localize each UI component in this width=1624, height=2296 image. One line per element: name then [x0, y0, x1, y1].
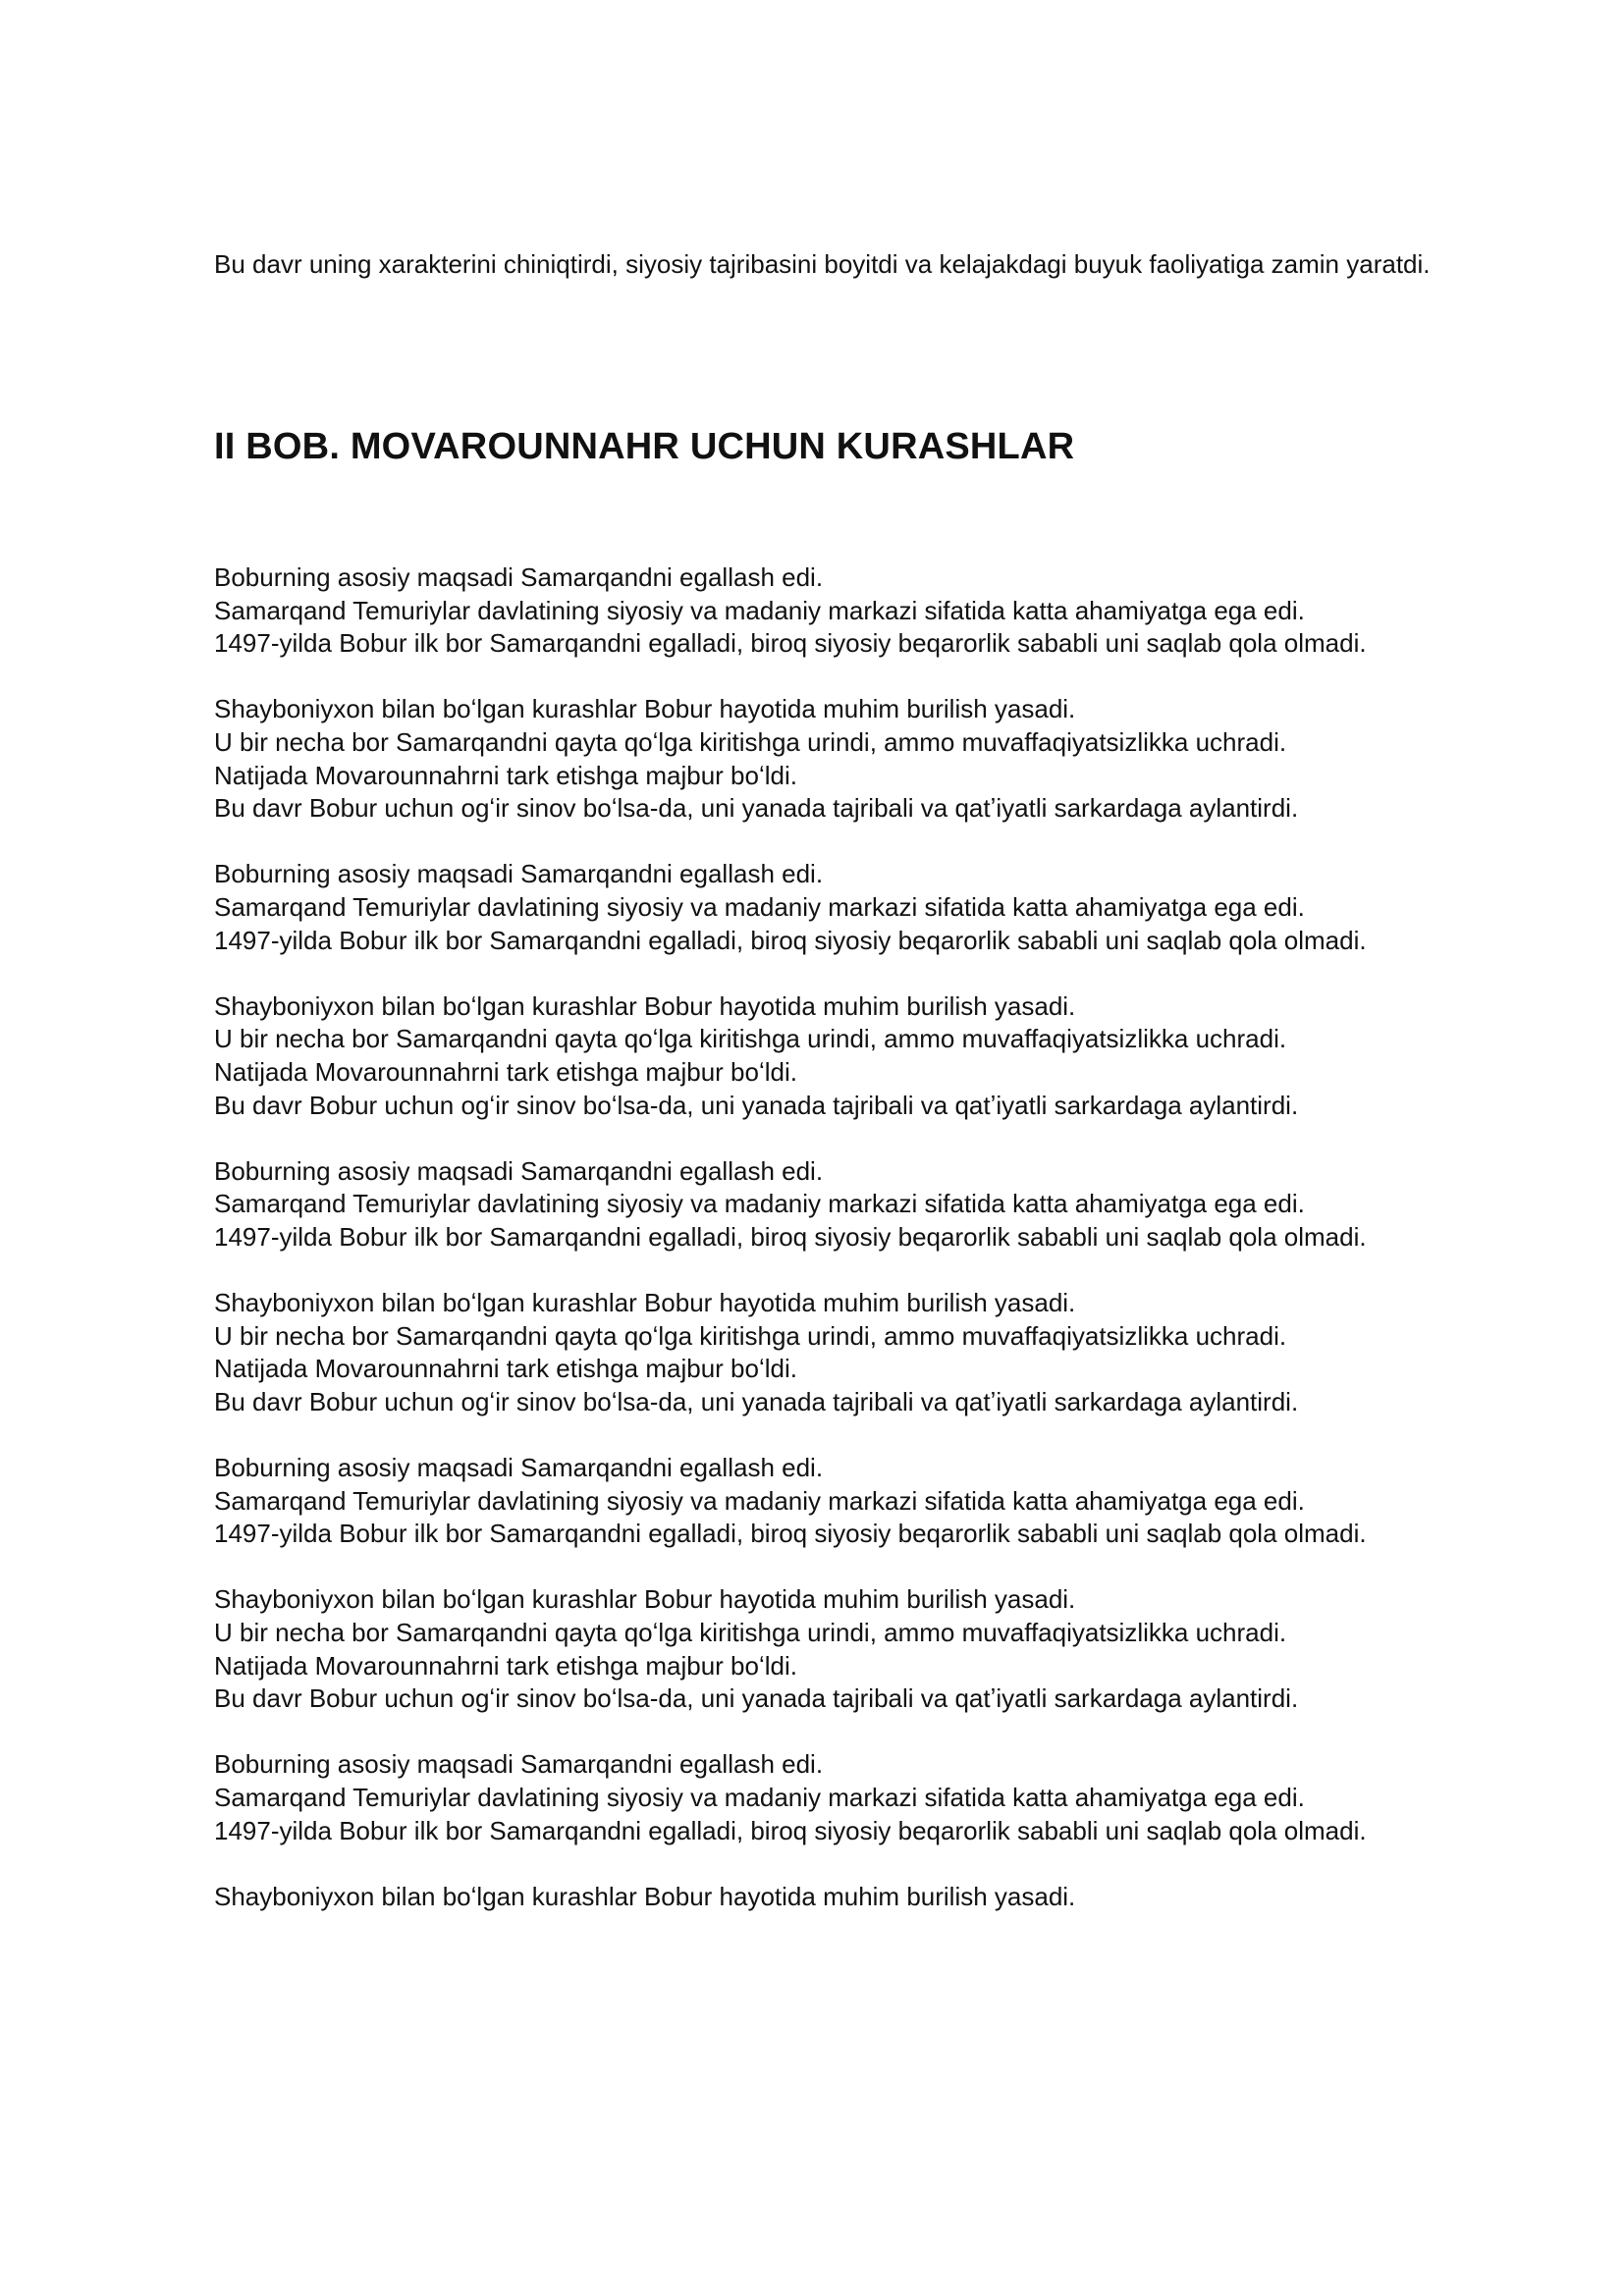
body-paragraph: [214, 561, 1451, 661]
paragraph-line: U bir necha bor Samarqandni qayta qoʻlga kiritishga urindi, ammo muvaffaqiyatsizlikka uchradi.: [214, 1024, 1287, 1054]
chapter-heading: II BOB. MOVAROUNNAHR UCHUN KURASHLAR: [214, 426, 1075, 467]
body-paragraph: [214, 1287, 1451, 1418]
paragraph-line: 1497-yilda Bobur ilk bor Samarqandni egalladi, biroq siyosiy beqarorlik sababli uni saqlab qola olmadi.: [214, 1815, 1367, 1845]
paragraph-line: Shayboniyxon bilan boʻlgan kurashlar Bobur hayotida muhim burilish yasadi.: [214, 1584, 1076, 1615]
paragraph-line: Boburning asosiy maqsadi Samarqandni egallash edi.: [214, 1749, 824, 1780]
paragraph-line: U bir necha bor Samarqandni qayta qoʻlga kiritishga urindi, ammo muvaffaqiyatsizlikka uchradi.: [214, 726, 1287, 757]
paragraph-line: Shayboniyxon bilan boʻlgan kurashlar Bobur hayotida muhim burilish yasadi.: [214, 990, 1076, 1021]
intro-paragraph: Bu davr uning xarakterini chiniqtirdi, siyosiy tajribasini boyitdi va kelajakdagi buyuk faoliyatiga zamin yaratdi.: [214, 249, 1431, 279]
paragraph-line: Samarqand Temuriylar davlatining siyosiy va madaniy markazi sifatida katta ahamiyatga ega edi.: [214, 1189, 1305, 1219]
paragraph-line: Bu davr Bobur uchun ogʻir sinov boʻlsa-da, uni yanada tajribali va qatʼiyatli sarkardaga aylantirdi.: [214, 793, 1299, 824]
body-paragraph: [214, 858, 1451, 957]
body-paragraph: [214, 1452, 1451, 1551]
paragraph-line: 1497-yilda Bobur ilk bor Samarqandni egalladi, biroq siyosiy beqarorlik sababli uni saqlab qola olmadi.: [214, 925, 1367, 955]
paragraph-line: 1497-yilda Bobur ilk bor Samarqandni egalladi, biroq siyosiy beqarorlik sababli uni saqlab qola olmadi.: [214, 628, 1367, 659]
paragraph-line: Boburning asosiy maqsadi Samarqandni egallash edi.: [214, 859, 824, 889]
paragraph-line: 1497-yilda Bobur ilk bor Samarqandni egalladi, biroq siyosiy beqarorlik sababli uni saqlab qola olmadi.: [214, 1519, 1367, 1549]
paragraph-line: Samarqand Temuriylar davlatining siyosiy va madaniy markazi sifatida katta ahamiyatga ega edi.: [214, 891, 1305, 922]
paragraph-line: Boburning asosiy maqsadi Samarqandni egallash edi.: [214, 1155, 824, 1186]
paragraph-line: U bir necha bor Samarqandni qayta qoʻlga kiritishga urindi, ammo muvaffaqiyatsizlikka uchradi.: [214, 1618, 1287, 1647]
body-paragraph: [214, 990, 1451, 1122]
paragraph-line: Natijada Movarounnahrni tark etishga majbur boʻldi.: [214, 760, 797, 790]
paragraph-line: Natijada Movarounnahrni tark etishga majbur boʻldi.: [214, 1354, 797, 1384]
paragraph-line: U bir necha bor Samarqandni qayta qoʻlga kiritishga urindi, ammo muvaffaqiyatsizlikka uchradi.: [214, 1320, 1287, 1351]
chapter-body: [214, 561, 1451, 1947]
body-paragraph: [214, 1748, 1451, 1847]
paragraph-line: Bu davr Bobur uchun ogʻir sinov boʻlsa-da, uni yanada tajribali va qatʼiyatli sarkardaga aylantirdi.: [214, 1683, 1299, 1714]
paragraph-line: Shayboniyxon bilan boʻlgan kurashlar Bobur hayotida muhim burilish yasadi.: [214, 1881, 1076, 1911]
paragraph-line: Shayboniyxon bilan boʻlgan kurashlar Bobur hayotida muhim burilish yasadi.: [214, 694, 1076, 724]
paragraph-line: Samarqand Temuriylar davlatining siyosiy va madaniy markazi sifatida katta ahamiyatga ega edi.: [214, 1485, 1305, 1516]
body-paragraph: [214, 1155, 1451, 1255]
paragraph-line: Natijada Movarounnahrni tark etishga majbur boʻldi.: [214, 1056, 797, 1087]
paragraph-line: 1497-yilda Bobur ilk bor Samarqandni egalladi, biroq siyosiy beqarorlik sababli uni saqlab qola olmadi.: [214, 1221, 1367, 1252]
paragraph-line: Samarqand Temuriylar davlatining siyosiy va madaniy markazi sifatida katta ahamiyatga ega edi.: [214, 1782, 1305, 1812]
body-paragraph: [214, 1583, 1451, 1715]
body-paragraph: [214, 1881, 1451, 1914]
paragraph-line: Boburning asosiy maqsadi Samarqandni egallash edi.: [214, 562, 824, 592]
document-page: [214, 247, 1451, 1911]
paragraph-line: Bu davr Bobur uchun ogʻir sinov boʻlsa-da, uni yanada tajribali va qatʼiyatli sarkardaga aylantirdi.: [214, 1386, 1299, 1416]
body-paragraph: [214, 693, 1451, 825]
paragraph-line: Samarqand Temuriylar davlatining siyosiy va madaniy markazi sifatida katta ahamiyatga ega edi.: [214, 595, 1305, 625]
paragraph-line: Shayboniyxon bilan boʻlgan kurashlar Bobur hayotida muhim burilish yasadi.: [214, 1288, 1076, 1318]
paragraph-line: Natijada Movarounnahrni tark etishga majbur boʻldi.: [214, 1650, 797, 1681]
paragraph-line: Boburning asosiy maqsadi Samarqandni egallash edi.: [214, 1453, 824, 1483]
paragraph-line: Bu davr Bobur uchun ogʻir sinov boʻlsa-da, uni yanada tajribali va qatʼiyatli sarkardaga aylantirdi.: [214, 1090, 1299, 1120]
